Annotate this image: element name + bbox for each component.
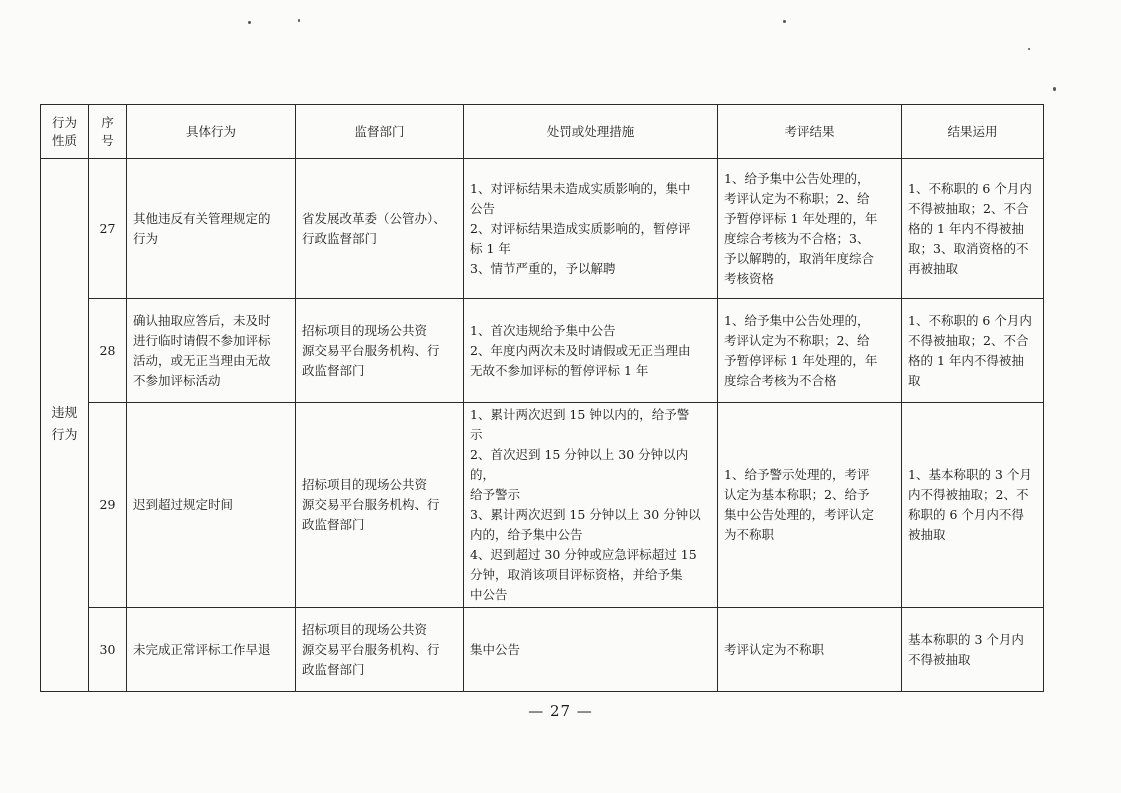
application-cell: 1、基本称职的 3 个月 内不得被抽取；2、不 称职的 6 个月内不得 被抽取: [902, 403, 1044, 608]
measure-cell: 1、首次违规给予集中公告 2、年度内两次未及时请假或无正当理由 无故不参加评标的暂停评标 1 年: [464, 299, 718, 403]
header-behavior: 具体行为: [127, 105, 296, 159]
measure-cell: 集中公告: [464, 608, 718, 692]
dept-cell: 省发展改革委（公管办）、 行政监督部门: [296, 159, 464, 299]
behavior-cell: 确认抽取应答后，未及时 进行临时请假不参加评标 活动，或无正当理由无故 不参加评标活动: [127, 299, 296, 403]
header-application: 结果运用: [902, 105, 1044, 159]
scan-speck: [248, 21, 251, 24]
seq-cell: 28: [89, 299, 127, 403]
result-cell: 1、给予集中公告处理的， 考评认定为不称职；2、给 予暂停评标 1 年处理的，年 度综合考核为不合格: [718, 299, 902, 403]
scan-speck: [1028, 48, 1030, 50]
table-row: [41, 299, 1044, 403]
header-dept: 监督部门: [296, 105, 464, 159]
behavior-cell: 其他违反有关管理规定的 行为: [127, 159, 296, 299]
application-cell: 基本称职的 3 个月内 不得被抽取: [902, 608, 1044, 692]
seq-cell: 27: [89, 159, 127, 299]
scan-speck: [783, 20, 786, 23]
dept-cell: 招标项目的现场公共资 源交易平台服务机构、行 政监督部门: [296, 608, 464, 692]
violation-table: [40, 104, 1044, 692]
dept-cell: 招标项目的现场公共资 源交易平台服务机构、行 政监督部门: [296, 403, 464, 608]
header-nature: 行为 性质: [41, 105, 89, 159]
dept-cell: 招标项目的现场公共资 源交易平台服务机构、行 政监督部门: [296, 299, 464, 403]
table-header-row: [41, 105, 1044, 159]
header-measure: 处罚或处理措施: [464, 105, 718, 159]
seq-cell: 30: [89, 608, 127, 692]
application-cell: 1、不称职的 6 个月内 不得被抽取；2、不合 格的 1 年内不得被抽 取；3、取消资格的不 再被抽取: [902, 159, 1044, 299]
scan-speck: [298, 19, 300, 22]
table-row: [41, 608, 1044, 692]
scan-speck: [1053, 87, 1056, 91]
behavior-cell: 迟到超过规定时间: [127, 403, 296, 608]
result-cell: 考评认定为不称职: [718, 608, 902, 692]
seq-cell: 29: [89, 403, 127, 608]
application-cell: 1、不称职的 6 个月内 不得被抽取；2、不合 格的 1 年内不得被抽 取: [902, 299, 1044, 403]
result-cell: 1、给予警示处理的，考评 认定为基本称职；2、给予 集中公告处理的，考评认定 为不称职: [718, 403, 902, 608]
nature-cell: 违规 行为: [41, 159, 89, 692]
behavior-cell: 未完成正常评标工作早退: [127, 608, 296, 692]
header-result: 考评结果: [718, 105, 902, 159]
result-cell: 1、给予集中公告处理的， 考评认定为不称职；2、给 予暂停评标 1 年处理的，年 度综合考核为不合格；3、 予以解聘的，取消年度综合 考核资格: [718, 159, 902, 299]
table-row: [41, 159, 1044, 299]
measure-cell: 1、对评标结果未造成实质影响的，集中 公告 2、对评标结果造成实质影响的，暂停评 标 1 年 3、情节严重的，予以解聘: [464, 159, 718, 299]
header-seq: 序 号: [89, 105, 127, 159]
page-number: — 27 —: [528, 702, 593, 720]
table-row: [41, 403, 1044, 608]
measure-cell: 1、累计两次迟到 15 钟以内的，给予警 示 2、首次迟到 15 分钟以上 30 分钟以内的， 给予警示 3、累计两次迟到 15 分钟以上 30 分钟以 内的，给予集中公告 4、迟到超过 30 分钟或应急评标超过 15 分钟，取消该项目评标资格，并给予集 中公告: [464, 403, 718, 608]
